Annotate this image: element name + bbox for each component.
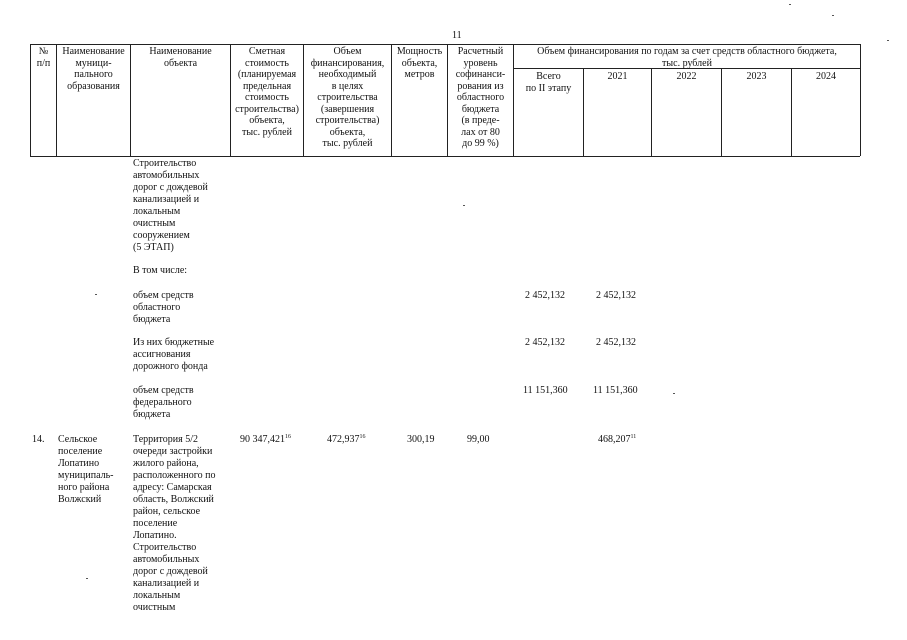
- regional-budget-label: объем средств областного бюджета: [133, 290, 194, 325]
- scan-speck: [832, 15, 834, 16]
- row14-municipality: Сельское поселение Лопатино муниципаль- ного района Волжский: [58, 434, 114, 505]
- header-bottom-rule: [30, 156, 860, 157]
- row14-object: Территория 5/2 очереди застройки жилого района, расположенного по адресу: Самарская область, Волжский район, сельское поселение Лопатино. Строительство автомобильных дорог с дождевой канализацией и локальным очистным: [133, 434, 216, 613]
- row14-financing-volume-value: 472,937: [327, 434, 360, 445]
- federal-budget-label: объем средств федерального бюджета: [133, 385, 194, 420]
- scan-speck: [673, 393, 675, 394]
- row14-estimated-cost-footnote: 16: [285, 434, 291, 440]
- road-fund-label: Из них бюджетные ассигнования дорожного фонда: [133, 337, 215, 372]
- scan-speck: [86, 578, 88, 579]
- federal-budget-2021: 11 151,360: [593, 385, 638, 396]
- header-financing-group: Объем финансирования по годам за счет средств областного бюджета, тыс. рублей: [537, 46, 837, 69]
- row14-estimated-cost-value: 90 347,421: [240, 434, 285, 445]
- header-financing-volume: Объем финансирования, необходимый в целях строительства (завершения строительства) объекта, тыс. рублей: [310, 46, 385, 149]
- road-fund-2021: 2 452,132: [596, 337, 636, 348]
- row14-number: 14.: [32, 434, 45, 445]
- row14-capacity: 300,19: [407, 434, 435, 445]
- row14-amount-2021: [598, 434, 636, 446]
- header-2021: 2021: [607, 71, 628, 82]
- regional-budget-total: 2 452,132: [525, 290, 565, 301]
- header-2022: 2022: [676, 71, 697, 82]
- federal-budget-total: 11 151,360: [523, 385, 568, 396]
- col-divider: [860, 44, 861, 156]
- scan-speck: [887, 40, 889, 41]
- header-municipality: Наименование муници- пального образования: [62, 46, 125, 92]
- row14-amount-2021-value: 468,207: [598, 434, 631, 445]
- row14-financing-volume: [327, 434, 366, 446]
- including-label: В том числе:: [133, 265, 188, 276]
- header-2023: 2023: [746, 71, 767, 82]
- row14-financing-volume-footnote: 16: [359, 434, 366, 440]
- header-capacity: Мощность объекта, метров: [396, 46, 443, 80]
- page-number: 11: [452, 30, 462, 41]
- header-no: № п/п: [36, 46, 51, 69]
- road-fund-total: 2 452,132: [525, 337, 565, 348]
- header-estimated-cost: Сметная стоимость (планируемая предельная стоимость строительства) объекта, тыс. рублей: [235, 46, 299, 138]
- continued-object-text: Строительство автомобильных дорог с дождевой канализацией и локальным очистным сооружением (5 ЭТАП): [133, 158, 208, 253]
- row14-amount-2021-footnote: 11: [630, 434, 637, 440]
- row14-cofinancing-level: 99,00: [467, 434, 490, 445]
- header-2024: 2024: [816, 71, 836, 82]
- row14-estimated-cost: [240, 434, 291, 446]
- header-total-stage2: Всего по II этапу: [525, 71, 572, 94]
- scan-speck: [789, 4, 791, 5]
- scan-speck: [463, 205, 465, 206]
- header-cofinancing-level: Расчетный уровень софинанси- рования из областного бюджета (в преде- лах от 80 до 99 %): [455, 46, 506, 149]
- header-object: Наименование объекта: [149, 46, 212, 69]
- header-top-rule: [30, 44, 860, 45]
- regional-budget-2021: 2 452,132: [596, 290, 636, 301]
- scan-speck: [95, 294, 97, 295]
